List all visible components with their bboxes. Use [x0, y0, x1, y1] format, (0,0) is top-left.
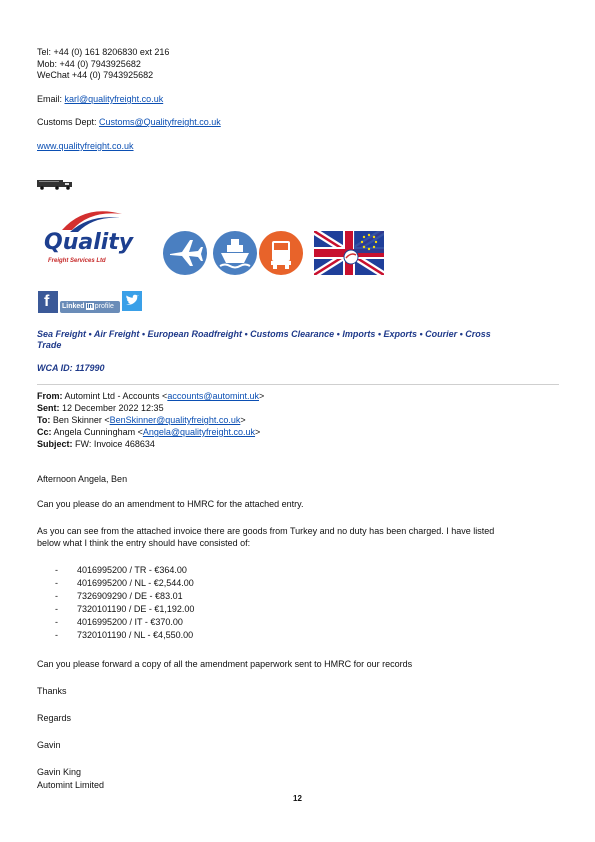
ship-icon [212, 230, 258, 276]
to-end: > [240, 415, 246, 425]
cc-line [37, 427, 260, 438]
sent-line [37, 403, 164, 414]
list-item: - 7320101190 / NL - €4,550.00 [55, 630, 194, 640]
from-value: Automint Ltd - Accounts < [62, 391, 168, 401]
customs-link[interactable]: Customs@Qualityfreight.co.uk [99, 117, 221, 127]
email-label: Email: [37, 94, 65, 104]
cc-email-link[interactable]: Angela@qualityfreight.co.uk [142, 427, 256, 437]
cc-label: Cc: [37, 427, 52, 437]
from-line [37, 391, 264, 402]
subject-label: Subject: [37, 439, 73, 449]
logo-subtitle: Freight Services Ltd [48, 258, 106, 264]
signoff-name: Gavin [37, 740, 61, 750]
linkedin-text-c: profile [94, 303, 114, 310]
airplane-icon [162, 230, 208, 276]
sent-label: Sent: [37, 403, 60, 413]
to-value: Ben Skinner < [50, 415, 110, 425]
greeting: Afternoon Angela, Ben [37, 474, 128, 484]
website-link[interactable]: www.qualityfreight.co.uk [37, 141, 134, 151]
list-item-text: 4016995200 / IT - €370.00 [77, 617, 183, 627]
email-link[interactable]: karl@qualityfreight.co.uk [64, 94, 164, 104]
customs-label: Customs Dept: [37, 117, 100, 127]
from-email-link[interactable]: accounts@automint.uk [167, 391, 259, 401]
to-line [37, 415, 246, 426]
signature-email-line [37, 94, 163, 105]
header-divider [37, 384, 559, 385]
sender-full-name: Gavin King [37, 767, 82, 777]
wca-id: WCA ID: 117990 [37, 363, 105, 373]
sent-value: 12 December 2022 12:35 [59, 403, 164, 413]
body-paragraph-2-line-2: below what I think the entry should have consisted of: [37, 538, 251, 548]
list-item: - 7326909290 / DE - €83.01 [55, 591, 183, 601]
subject-line [37, 439, 155, 450]
cc-value: Angela Cunningham < [51, 427, 143, 437]
logo-name: Quality [44, 230, 134, 255]
twitter-icon[interactable] [122, 291, 142, 311]
body-paragraph-3: Can you please forward a copy of all the amendment paperwork sent to HMRC for our records [37, 659, 413, 669]
list-item: - 4016995200 / IT - €370.00 [55, 617, 183, 627]
list-item-text: 7320101190 / NL - €4,550.00 [77, 630, 194, 640]
signature-tel: Tel: +44 (0) 161 8206830 ext 216 [37, 47, 170, 57]
list-item: - 4016995200 / NL - €2,544.00 [55, 578, 194, 588]
cc-end: > [255, 427, 261, 437]
to-label: To: [37, 415, 51, 425]
list-item: - 7320101190 / DE - €1,192.00 [55, 604, 195, 614]
truck-banner-icon [37, 178, 75, 190]
facebook-icon[interactable] [38, 291, 58, 313]
subject-value: FW: Invoice 468634 [72, 439, 155, 449]
website-line [37, 141, 134, 152]
from-label: From: [37, 391, 63, 401]
closing-regards: Regards [37, 713, 72, 723]
to-email-link[interactable]: BenSkinner@qualityfreight.co.uk [109, 415, 241, 425]
signature-mob: Mob: +44 (0) 7943925682 [37, 59, 141, 69]
body-paragraph-2-line-1: As you can see from the attached invoice there are goods from Turkey and no duty has been charged. I have listed [37, 526, 495, 536]
signature-customs-line [37, 117, 221, 128]
page-number: 12 [293, 794, 302, 803]
facebook-glyph: f [44, 293, 50, 310]
list-item-text: 4016995200 / TR - €364.00 [77, 565, 187, 575]
signature-wechat: WeChat +44 (0) 7943925682 [37, 70, 154, 80]
sender-company: Automint Limited [37, 780, 105, 790]
quality-logo [40, 208, 132, 270]
list-item-text: 7326909290 / DE - €83.01 [77, 591, 183, 601]
linkedin-text-b: in [86, 303, 93, 310]
from-end: > [259, 391, 265, 401]
body-paragraph-1: Can you please do an amendment to HMRC for the attached entry. [37, 499, 304, 509]
services-tagline-1: Sea Freight • Air Freight • European Roadfreight • Customs Clearance • Imports • Exports • Courier • Cross [37, 329, 491, 339]
linkedin-text-a: Linked [62, 303, 85, 310]
linkedin-profile-icon[interactable] [60, 301, 120, 313]
services-tagline-2: Trade [37, 340, 62, 350]
uk-eu-flag-icon [314, 231, 384, 275]
list-item-text: 7320101190 / DE - €1,192.00 [77, 604, 195, 614]
list-item-text: 4016995200 / NL - €2,544.00 [77, 578, 194, 588]
list-item: - 4016995200 / TR - €364.00 [55, 565, 187, 575]
truck-icon [258, 230, 304, 276]
closing-thanks: Thanks [37, 686, 67, 696]
